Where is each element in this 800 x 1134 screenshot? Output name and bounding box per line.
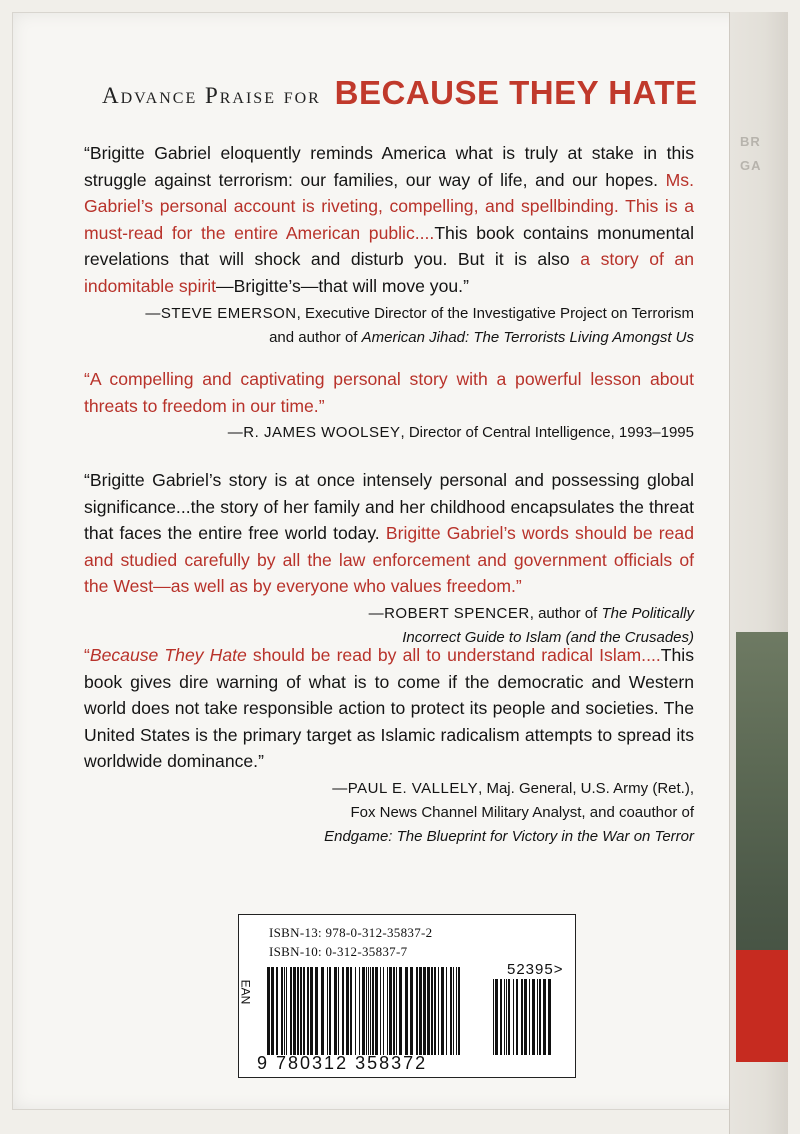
quote-text [84, 366, 694, 419]
barcode-bar [393, 967, 395, 1055]
book-title: BECAUSE THEY HATE [334, 74, 698, 111]
barcode-bar [441, 967, 444, 1055]
attribution-line [84, 302, 694, 326]
ean-label: EAN [238, 979, 253, 1005]
quote-attribution [84, 777, 694, 849]
barcode-bar [532, 979, 535, 1055]
barcode-bar [290, 967, 292, 1055]
attribution-line [84, 326, 694, 350]
spine-red-band [736, 950, 788, 1062]
barcode-bar [543, 979, 546, 1055]
barcode-bar [537, 979, 538, 1055]
barcode-bar [300, 967, 302, 1055]
barcode-bar [368, 967, 369, 1055]
barcode-bar [327, 967, 328, 1055]
isbn-10: ISBN-10: 0-312-35837-7 [269, 944, 408, 959]
attribution-segment: Fox News Channel Military Analyst, and coauthor of [350, 803, 694, 821]
barcode-bar [362, 967, 365, 1055]
barcode-box [238, 914, 576, 1078]
barcode-bar [405, 967, 408, 1055]
header-prefix: Advance Praise for [102, 83, 321, 108]
attribution-line [84, 825, 694, 849]
barcode-bar [500, 979, 502, 1055]
attribution-line [84, 602, 694, 626]
barcode-bar [303, 967, 305, 1055]
barcode-bar [446, 967, 447, 1055]
quote-segment: a story of an indomitable spirit [84, 249, 694, 296]
barcode-bar [516, 979, 518, 1055]
barcode-bar [456, 967, 457, 1055]
barcode-bar [293, 967, 296, 1055]
quote-segment: “Brigitte Gabriel eloquently reminds America what is truly at stake in this struggle against terrorism: our families, our way of life, and our hopes. [84, 143, 694, 190]
barcode-bar [342, 967, 344, 1055]
spine-fragment-1: BR [740, 134, 761, 149]
barcode-bar [321, 967, 324, 1055]
barcode-bar [495, 979, 498, 1055]
barcode-bar [297, 967, 299, 1055]
spine-fragment-2: GA [740, 158, 762, 173]
spine-edge [729, 12, 788, 1134]
barcode-bar [389, 967, 392, 1055]
barcode-bar [271, 967, 274, 1055]
barcode-bar [438, 967, 439, 1055]
attribution-line [84, 777, 694, 801]
quote-vallely [84, 642, 694, 849]
barcode-bar [338, 967, 339, 1055]
praise-header [102, 74, 698, 112]
barcode-bar [396, 967, 397, 1055]
attribution-segment: , author of [529, 604, 602, 622]
attribution-segment: —PAUL E. VALLELY [332, 779, 479, 797]
quote-segment: This book gives dire warning of what is to come if the democratic and Western world does not take responsible action to protect its people and societies. The United States is the primary target as Islamic radicalism attempts to spread its worldwide dominance.” [84, 645, 694, 772]
quote-attribution [84, 421, 694, 445]
quote-segment: “Brigitte Gabriel’s story is at once intensely personal and possessing global significance...the story of her family and her childhood encapsulates the threat that faces the entire free world today. [84, 470, 694, 544]
barcode-bar [508, 979, 510, 1055]
barcode-bar [350, 967, 352, 1055]
attribution-segment: —STEVE EMERSON [145, 304, 297, 322]
barcode-bar [315, 967, 318, 1055]
barcode-bar [506, 979, 507, 1055]
barcode-bar [310, 967, 313, 1055]
attribution-segment: Endgame: The Blueprint for Victory in the War on Terror [324, 827, 694, 845]
attribution-segment: —ROBERT SPENCER [368, 604, 530, 622]
quote-segment: “ [84, 645, 90, 665]
quote-segment: Because They Hate [89, 645, 247, 665]
barcode-bar [383, 967, 384, 1055]
barcode-bar [276, 967, 278, 1055]
barcode-bar [521, 979, 523, 1055]
barcode-bar [355, 967, 356, 1055]
isbn-13: ISBN-13: 978-0-312-35837-2 [269, 925, 433, 940]
attribution-segment: , Maj. General, U.S. Army (Ret.), [478, 779, 694, 797]
quote-segment: This book contains monumental revelations that will shock and disturb you. But it is also [84, 222, 694, 270]
barcode-bar [267, 967, 270, 1055]
barcode-bar [513, 979, 514, 1055]
attribution-line [84, 801, 694, 825]
quote-segment: Brigitte Gabriel’s words should be read and studied carefully by all the law enforcement and government officials of the West—as well as by everyone who values freedom.” [84, 523, 694, 597]
addon-barcode [493, 979, 551, 1055]
barcode-bar [493, 979, 494, 1055]
barcode-bar [346, 967, 349, 1055]
barcode-bar [372, 967, 374, 1055]
barcode-bar [416, 967, 418, 1055]
attribution-segment: Incorrect Guide to Islam (and the Crusades) [402, 628, 694, 646]
barcode-bar [450, 967, 452, 1055]
barcode-bar [380, 967, 381, 1055]
barcode-bar [329, 967, 331, 1055]
price-code: 52395> [507, 961, 564, 978]
quote-segment: “A compelling and captivating personal story with a powerful lesson about threats to freedom in our time.” [84, 369, 694, 416]
barcode-bar [284, 967, 285, 1055]
barcode-bar [366, 967, 367, 1055]
attribution-line [84, 421, 694, 445]
quote-text [84, 140, 694, 300]
barcode-bar [399, 967, 402, 1055]
barcode-bar [529, 979, 530, 1055]
barcode-bar [410, 967, 413, 1055]
barcode-bar [427, 967, 430, 1055]
attribution-segment: American Jihad: The Terrorists Living Amongst Us [361, 328, 694, 346]
quote-attribution [84, 302, 694, 350]
attribution-segment: —R. JAMES WOOLSEY [227, 424, 401, 442]
barcode-bar [458, 967, 460, 1055]
barcode-bar [307, 967, 309, 1055]
barcode-bar [419, 967, 422, 1055]
quote-segment: Ms. Gabriel’s personal account is riveting, compelling, and spellbinding. This is a must-read for the entire American public.... [84, 169, 694, 243]
barcode-bar [524, 979, 527, 1055]
attribution-segment: and author of [269, 328, 362, 346]
barcode-bar [504, 979, 505, 1055]
quote-segment: should be read by all to understand radical Islam.... [246, 645, 661, 665]
barcode-bar [431, 967, 433, 1055]
spine-title-fragment [740, 130, 780, 178]
quote-spencer [84, 467, 694, 650]
barcode-bar [453, 967, 454, 1055]
barcode-bar [286, 967, 287, 1055]
ean-barcode [267, 967, 463, 1055]
quote-woolsey [84, 366, 694, 445]
barcode-bar [334, 967, 337, 1055]
barcode-bar [387, 967, 388, 1055]
barcode-bar [281, 967, 283, 1055]
quote-text [84, 467, 694, 600]
barcode-bar [548, 979, 551, 1055]
barcode-bar [423, 967, 426, 1055]
quote-emerson [84, 140, 694, 350]
barcode-bar [359, 967, 360, 1055]
attribution-segment: , Executive Director of the Investigative Project on Terrorism [296, 304, 694, 322]
quote-text [84, 642, 694, 775]
quote-segment: —Brigitte’s—that will move you.” [216, 275, 469, 296]
barcode-bar [539, 979, 541, 1055]
barcode-bar [370, 967, 371, 1055]
ean-digits: 9 780312 358372 [257, 1053, 428, 1073]
barcode-bar [375, 967, 378, 1055]
barcode-bar [434, 967, 436, 1055]
attribution-segment: , Director of Central Intelligence, 1993–1995 [400, 424, 694, 442]
attribution-segment: The Politically [601, 604, 694, 622]
